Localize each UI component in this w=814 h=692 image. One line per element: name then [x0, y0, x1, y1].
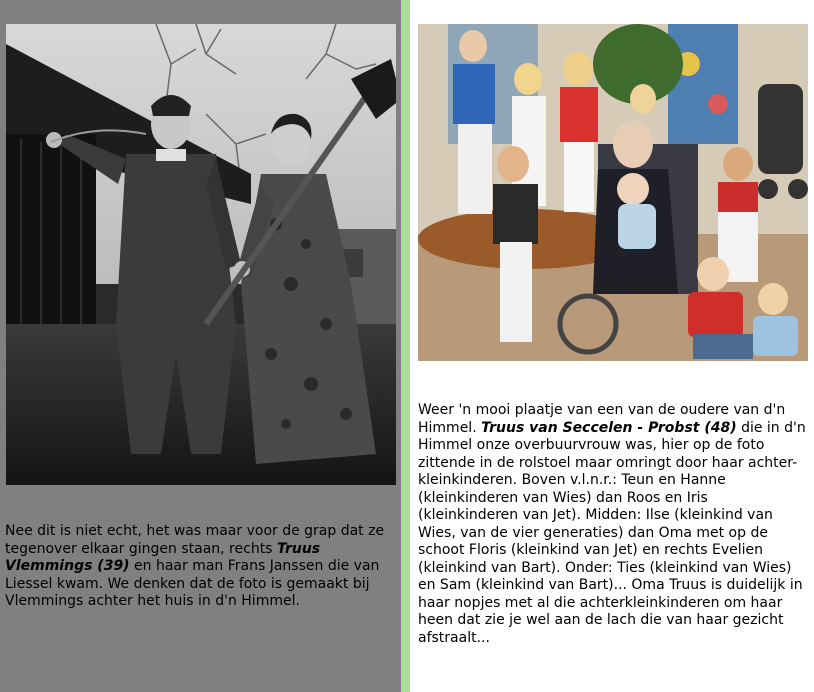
caption-left — [5, 523, 397, 611]
caption-left-rest: en haar man Frans Janssen die van Liessel kwam. We denken dat de foto is gemaakt bij Vlemmings achter het huis in d'n Himmel. — [5, 558, 380, 609]
green-divider — [401, 0, 410, 692]
photo-truus-vlemmings — [6, 24, 396, 485]
caption-left-name: Truus Vlemmings (39) — [5, 540, 321, 574]
caption-right-intro: Weer 'n mooi plaatje van een van de oudere van d'n Himmel. — [418, 402, 786, 436]
bw-photo-illustration — [6, 24, 396, 485]
left-panel — [0, 0, 401, 692]
right-panel — [410, 0, 814, 692]
caption-right — [418, 402, 812, 647]
caption-right-name: Truus van Seccelen - Probst (48) — [481, 419, 737, 436]
caption-left-intro: Nee dit is niet echt, het was maar voor de grap dat ze tegenover elkaar gingen staan, rechts — [5, 523, 385, 557]
caption-right-rest: die in d'n Himmel onze overbuurvrouw was, hier op de foto zittende in de rolstoel maar omringt door haar achter-kleinkinderen. Boven v.l.n.r.: Teun en Hanne (kleinkinderen van Wies) dan Roos en Iris (kleinkinderen van Jet). Midden: Ilse (kleinkind van Wies, van de vier generaties) dan Oma met op de schoot Floris (kleinkind van Jet) en rechts Evelien (kleinkind van Bart). Onder: Ties (kleinkind van Wies) en Sam (kleinkind van Bart)... Oma Truus is duidelijk in haar nopjes met al die achterkleinkinderen om haar heen dat zie je wel aan de lach die van haar gezicht afstraalt... — [418, 419, 806, 646]
photo-truus-van-seccelen — [418, 24, 808, 361]
color-photo-illustration — [418, 24, 808, 361]
